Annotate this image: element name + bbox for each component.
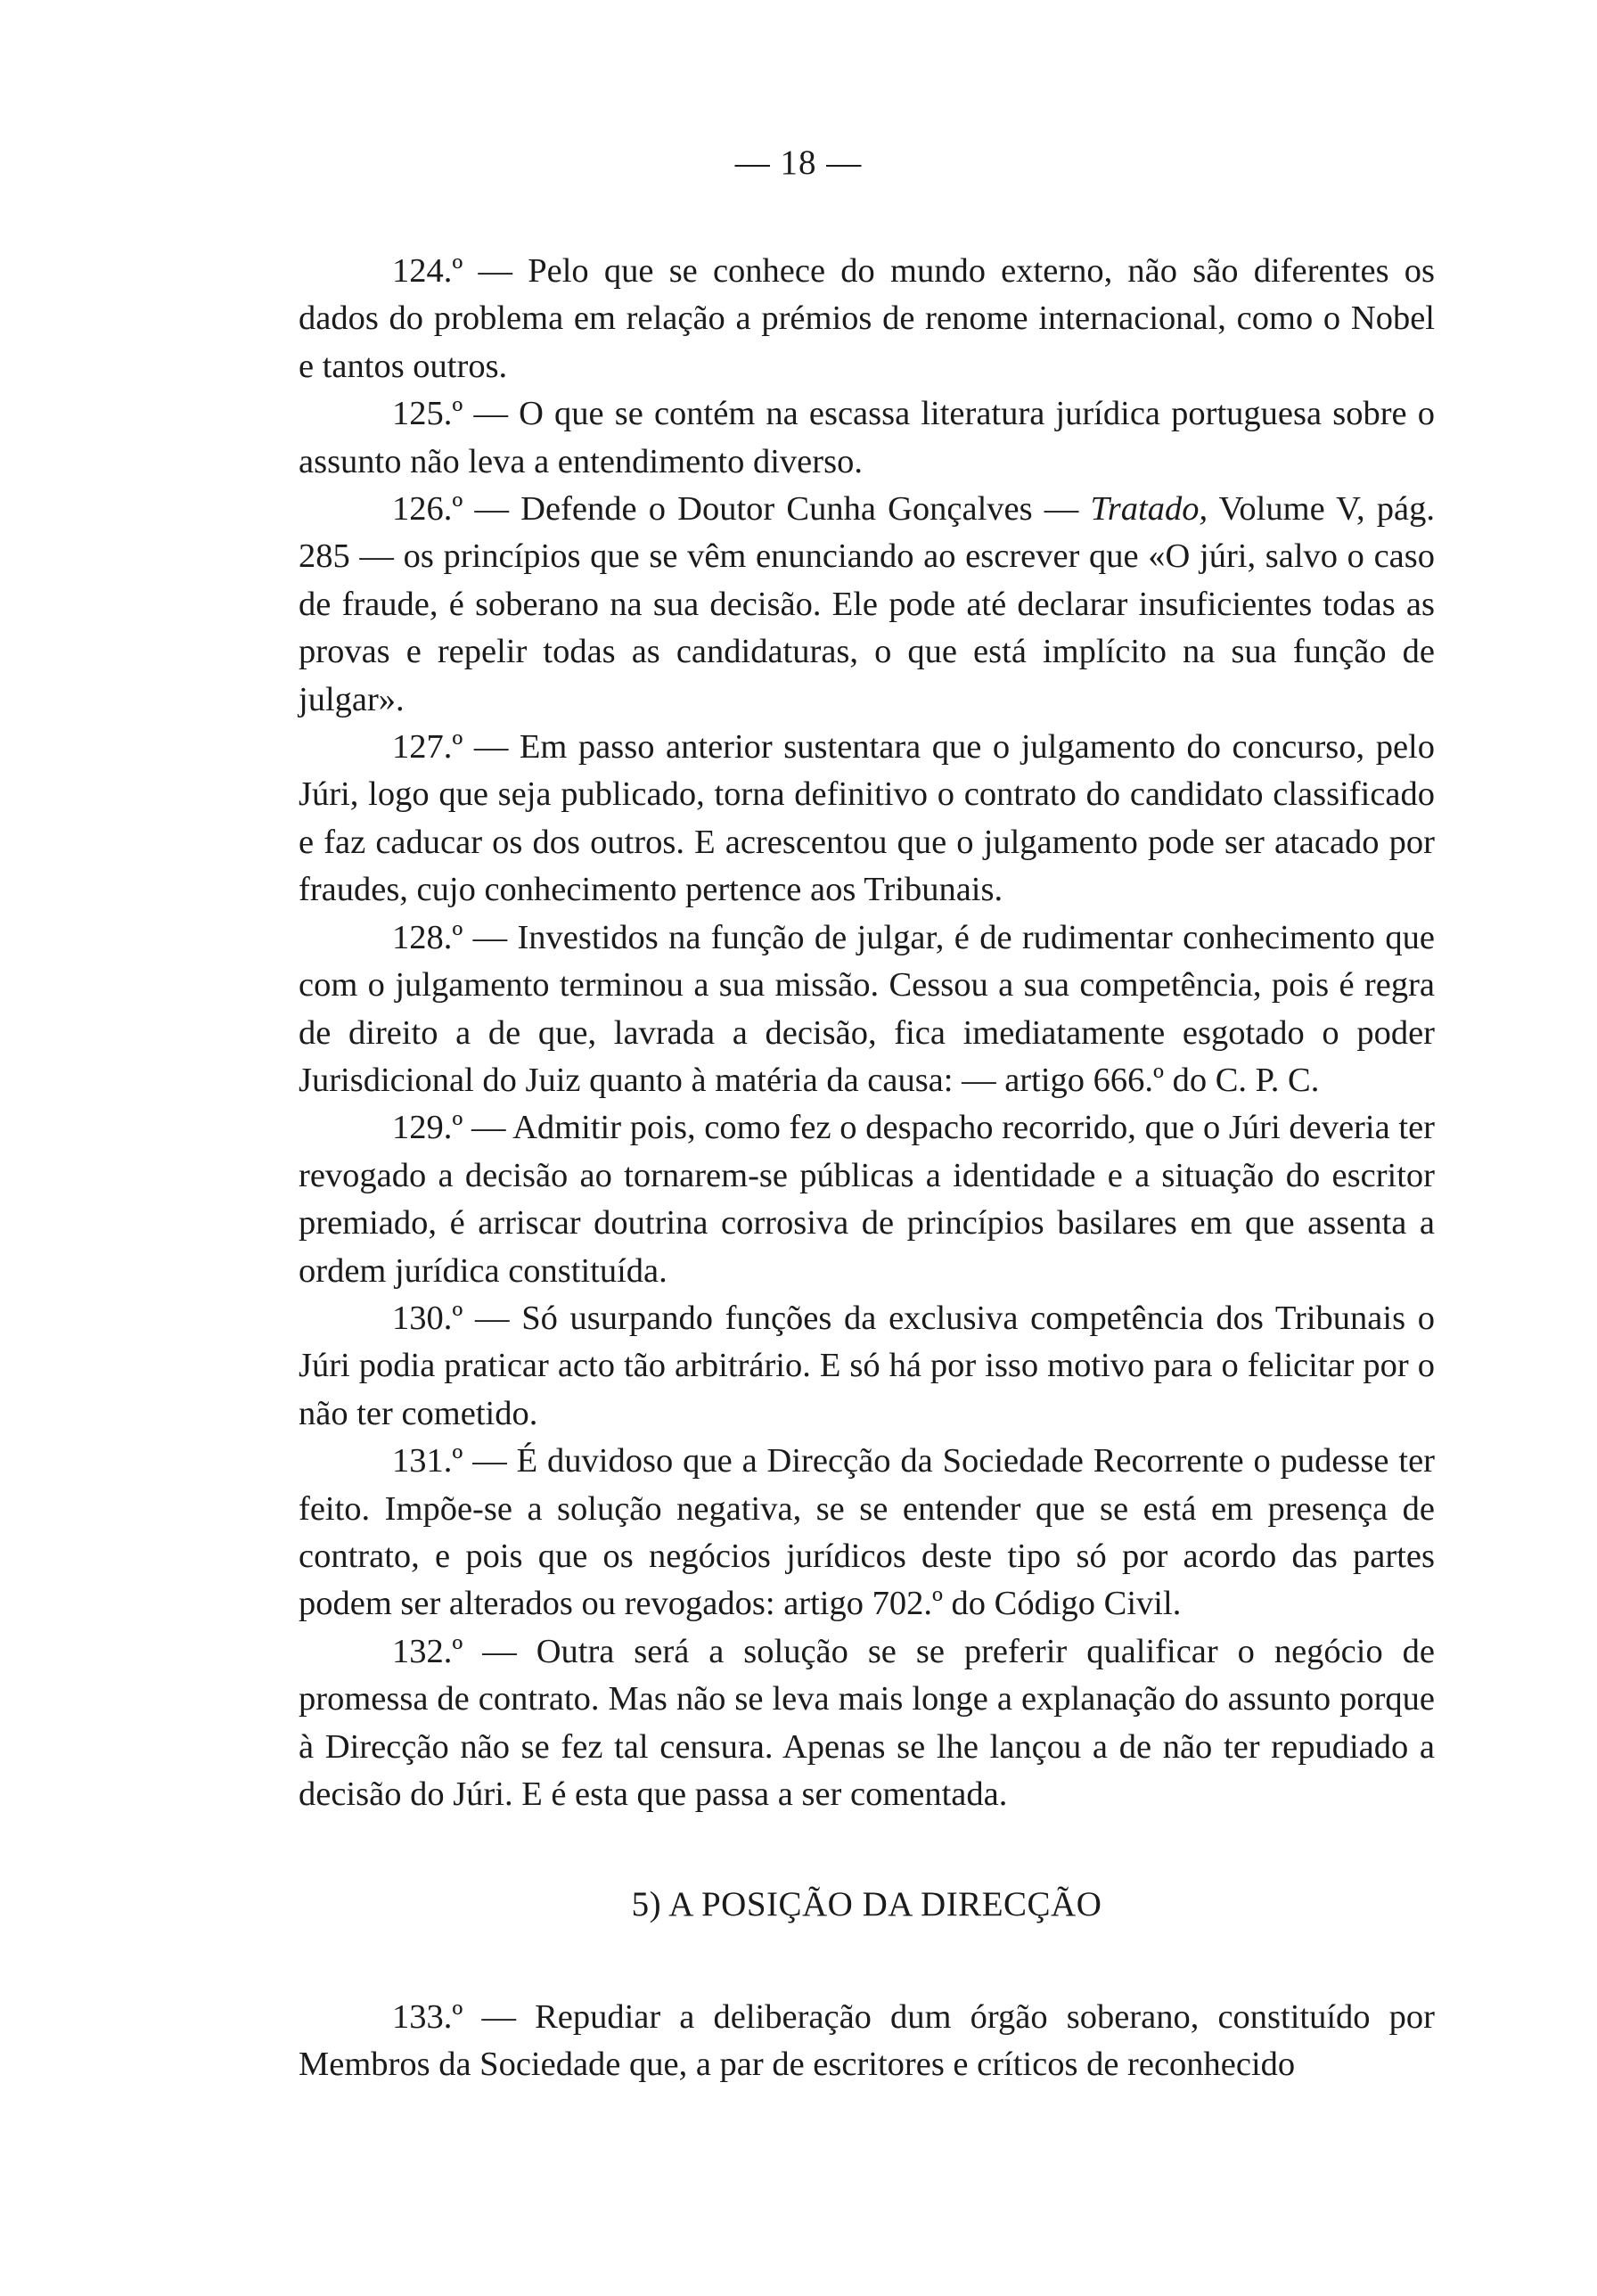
- paragraph-text: Volume V, pág. 285 — os princípios que se vêm enunciando ao escrever que «O júri, salvo o caso de fraude, é soberano na sua decisão. Ele pode até declarar insuficientes todas as provas e repelir todas as candidaturas, o que está implícito na sua função de julgar».: [299, 490, 1435, 718]
- paragraph-128: [299, 914, 1435, 1105]
- cited-work-title: Tratado,: [1090, 490, 1208, 529]
- paragraph-number: 126.º: [392, 490, 463, 529]
- paragraph-text: — Investidos na função de julgar, é de rudimentar conhecimento que com o julgamento terminou a sua missão. Cessou a sua competência, pois é regra de direito a de que, lavrada a decisão, fica imediatamente esgotado o poder Jurisdicional do Juiz quanto à matéria da causa: — artigo 666.º do C. P. C.: [299, 918, 1435, 1099]
- page-number: — 18 —: [734, 144, 863, 182]
- section-heading: 5) A POSIÇÃO DA DIRECÇÃO: [631, 1885, 1102, 1924]
- paragraph-130: [299, 1295, 1435, 1438]
- paragraph-text: — Outra será a solução se se preferir qualificar o negócio de promessa de contrato. Mas não se leva mais longe a explanação do assunto porque à Direcção não se fez tal censura. Apenas se lhe lançou a de não ter repudiado a decisão do Júri. E é esta que passa a ser comentada.: [299, 1632, 1435, 1813]
- paragraph-124: [299, 248, 1435, 390]
- paragraph-text: — Pelo que se conhece do mundo externo, não são diferentes os dados do problema em relação a prémios de renome internacional, como o Nobel e tantos outros.: [299, 252, 1435, 385]
- paragraph-text: — O que se contém na escassa literatura jurídica portuguesa sobre o assunto não leva a entendimento diverso.: [299, 395, 1435, 480]
- paragraph-number: 130.º: [392, 1299, 463, 1337]
- paragraph-number: 124.º: [392, 252, 463, 290]
- paragraph-131: [299, 1438, 1435, 1628]
- paragraph-text: — Defende o Doutor Cunha Gonçalves —: [463, 490, 1091, 529]
- paragraph-text: — Só usurpando funções da exclusiva competência dos Tribunais o Júri podia praticar acto tão arbitrário. E só há por isso motivo para o felicitar por o não ter cometido.: [299, 1299, 1435, 1432]
- body-text: [299, 248, 1435, 2089]
- paragraph-number: 133.º: [392, 1997, 463, 2036]
- paragraph-126: [299, 486, 1435, 724]
- paragraph-text: — É duvidoso que a Direcção da Sociedade Recorrente o pudesse ter feito. Impõe-se a solução negativa, se se entender que se está em presença de contrato, e pois que os negócios jurídicos deste tipo só por acordo das partes podem ser alterados ou revogados: artigo 702.º do Código Civil.: [299, 1442, 1435, 1623]
- paragraph-text: — Repudiar a deliberação dum órgão soberano, constituído por Membros da Sociedade que, a par de escritores e críticos de reconhecido: [299, 1997, 1435, 2084]
- paragraph-text: — Em passo anterior sustentara que o julgamento do concurso, pelo Júri, logo que seja publicado, torna definitivo o contrato do candidato classificado e faz caducar os dos outros. E acrescentou que o julgamento pode ser atacado por fraudes, cujo conhecimento pertence aos Tribunais.: [299, 728, 1435, 909]
- paragraph-number: 127.º: [392, 728, 463, 767]
- paragraph-number: 132.º: [392, 1632, 463, 1670]
- paragraph-127: [299, 724, 1435, 914]
- paragraph-number: 125.º: [392, 395, 463, 433]
- paragraph-133: [299, 1994, 1435, 2089]
- paragraph-129: [299, 1104, 1435, 1295]
- paragraph-132: [299, 1628, 1435, 1819]
- paragraph-125: [299, 390, 1435, 486]
- paragraph-text: — Admitir pois, como fez o despacho recorrido, que o Júri deveria ter revogado a decisão ao tornarem-se públicas a identidade e a situação do escritor premiado, é arriscar doutrina corrosiva de princípios basilares em que assenta a ordem jurídica constituída.: [299, 1109, 1435, 1290]
- paragraph-number: 131.º: [392, 1442, 463, 1480]
- paragraph-number: 128.º: [392, 918, 463, 956]
- paragraph-number: 129.º: [392, 1109, 463, 1147]
